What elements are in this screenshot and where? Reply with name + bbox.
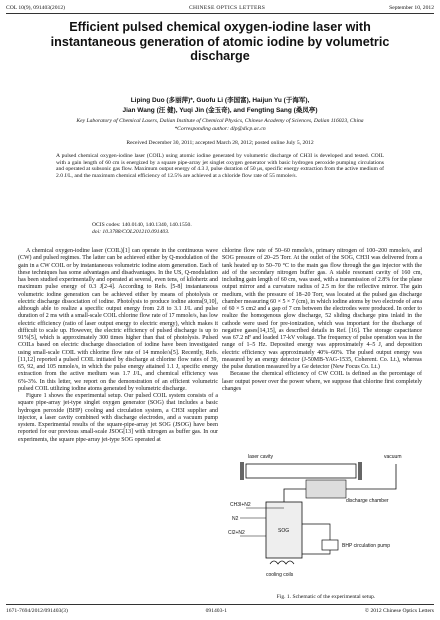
laser-cavity-box [246, 464, 356, 478]
codes-block [92, 222, 192, 236]
cooling-coils [270, 561, 294, 564]
affiliation: Key Laboratory of Chemical Lasers, Dalian Institute of Chemical Physics, Chinese Academy of Sciences, Dalian 116023, China [76, 118, 364, 124]
header-journal-name: CHINESE OPTICS LETTERS [188, 5, 266, 11]
label-n2: N2 [232, 516, 239, 522]
sog-to-cavity-pipe [284, 489, 306, 502]
discharge-chamber-box [306, 480, 346, 498]
label-ch3i: CH3I+N2 [230, 502, 251, 508]
label-cooling: cooling coils [266, 572, 294, 578]
reflective-mirror [358, 462, 362, 480]
author-list [20, 96, 420, 116]
paper-title: Efficient pulsed chemical oxygen-iodine laser with instantaneous generation of atomic iodine by volumetric discharge [50, 20, 390, 64]
body-column-right [222, 248, 422, 393]
authors-line-2: Jian Wang (汪 健), Yuqi Jin (金玉奇), and Fengting Sang (桑凤亭) [122, 107, 318, 114]
header-date: September 10, 2012 [389, 5, 434, 11]
body-paragraph: chlorine flow rate of 50–60 mmole/s, primary nitrogen of 100–200 mmole/s, and SOG pressure of 20–25 Torr. At the outlet of the SOG, CH3I was delivered from a tank heated up to 50–70 °C to the main gas flow through the gas injector with the aid of the secondary nitrogen buffer gas. A stable resonant cavity of 160 cm, including gain length of 60 cm, was used, with a transmission of 2.8% for the plane output mirror and a curvature radius of 2.5 m for the reflective mirror. The gain medium, with the pressure of 18–20 Torr, was located at the pulsed gas discharge chamber measuring 60 × 5 × 7 (cm), in which iodine atoms by two electrode of area of 60 × 5 cm2 and a gap of 7 cm between the electrodes were produced. In order to realize the homogenous glow discharge, 52 sliding discharge pins inlaid in the cathode were used for pre-ionization, which was important for the discharge of negative gases[14,15], as described details in Ref. [16]. The storage capacitance was 67.2 nF and loaded 17-kV voltage. The frequency of pulse operation was in the range of 1–5 Hz. Deposited energy was approximately 4–5 J, and deposition electric efficiency was approximately 40%–60%. The pulsed output energy was measured by an energy detector (J-50MB-YAG-1535, Coherent. Co. Lt.), whereas the pulse duration measured by a Ge detector (New Focus Co. Lt.) [222, 248, 422, 370]
page-footer [6, 608, 434, 614]
figure-1-schematic [226, 444, 426, 584]
received-dates: Received December 30, 2011; accepted March 28, 2012; posted online July 5, 2012 [126, 140, 314, 146]
label-discharge-chamber: discharge chamber [346, 498, 389, 504]
header-journal-issue: COL 10(9), 091403(2012) [6, 5, 65, 11]
header-divider [6, 13, 434, 14]
setup-diagram [226, 444, 426, 584]
ocis-codes: OCIS codes: 140.0140, 140.1340, 140.1550. [92, 222, 192, 228]
corresponding-author: *Corresponding author: dlp@dicp.ac.cn [174, 125, 266, 132]
doi-link[interactable]: doi: 10.3788/COL201210.091403. [92, 229, 170, 235]
abstract: A pulsed chemical oxygen-iodine laser (COIL) using atomic iodine generated by volumetric discharge of CH3I is developed and tested. COIL with a gain length of 60 cm is energized by a square pipe-array jet singlet oxygen generator with basic hydrogen peroxide pumping circulations and operated at subsonic gas flow. Maximum output energy of 4.3 J, pulse duration of 50 μs, specific energy extraction from the active medium of 2.0 J/L, and the maximum chemical efficiency of 12.5% are achieved at a chloride flow rate of 55 mmole/s. [56, 153, 384, 180]
label-sog: SOG [278, 528, 290, 534]
body-paragraph: A chemical oxygen-iodine laser (COIL)[1] can operate in the continuous wave (CW) and pulsed regimes. The latter can be achieved either by Q-modulation of the gain in a CW COIL or by instantaneous volumetric iodine atom generation. Each of these techniques has some advantages and disadvantages. In the US, Q-modulation has been studied experimentally and operated at several, even tens, of kilohertz and maximum pulse energy of 0.3 J[2-4]. According to Refs. [5-8] instantaneous volumetric iodine generation can be achieved either by means of photolysis or electric discharge dissociation of iodine. Photolysis to produce iodine atoms[9,10], although able to realize a specific output energy from 2.8 to 3.1 J/L and pulse duration of 2 ms with a small-scale COIL chlorine flow rate of 17 mmole/s, has low electric efficiency (ratio of laser output energy to electric energy), which makes it difficult to scale up. However, the electric efficiency of pulsed discharge is up to 91%[5], which is approximately 300 times higher than that of photolysis. Pulsed COILs based on electric discharge dissociation of iodine have been investigated using small-scale COIL with chlorine flow rate of 14 mmole/s[5]. Recently, Refs. [11,12] reported a pulsed COIL initiated by discharge at chlorine flow rates of 39, 65, 92, and 105 mmole/s, in which the pulse energy attained 1.1 J, specific energy extraction from the active medium was 1.7 J/L, and chemical efficiency was 6%-3%. In this letter, we report on the demonstration of an efficient volumetric pulsed COIL utilizing iodine atoms generated by volumetric discharge. [18, 248, 218, 392]
figure-caption: Fig. 1. Schematic of the experimental setup. [276, 594, 376, 600]
body-paragraph: Figure 1 shows the experimental setup. Our pulsed COIL system consists of a square pipe-array jet-type singlet oxygen generator (SOG) that includes a basic hydrogen peroxide (BHP) cooling and circulation system, a CH3I supplier and injector, a laser cavity combined with discharge electrodes, and a vacuum pump system. Experimental results of the square-pipe-array jet SOG (JSOG) have been reported for our previous small-scale JSOG[13] with nitrogen as buffer gas. In our experiments, the square pipe-array jet-type SOG operated at [18, 393, 218, 443]
label-bhp: BHP circulation pump [342, 543, 390, 549]
footer-divider [6, 604, 434, 605]
footer-page-id: 091403-1 [205, 608, 228, 614]
label-laser-cavity: laser cavity [248, 454, 274, 460]
label-vacuum: vacuum [384, 454, 402, 460]
body-paragraph: Because the chemical efficiency of CW COIL is defined as the percentage of laser output power over the power where, we suppose that chlorine first completely changes [222, 371, 422, 392]
footer-issn: 1671-7694/2012/091403(3) [6, 608, 68, 614]
affiliation-block [20, 118, 420, 133]
vacuum-line [346, 464, 396, 489]
bhp-pump [322, 540, 338, 550]
output-mirror [240, 462, 244, 480]
running-header [6, 3, 434, 13]
authors-line-1: Liping Duo (多丽萍)*, Guofu Li (李国富), Haijun Yu (于海军), [130, 97, 310, 104]
label-cl2: Cl2+N2 [228, 530, 245, 536]
footer-copyright: © 2012 Chinese Optics Letters [364, 608, 434, 614]
body-column-left [18, 248, 218, 444]
